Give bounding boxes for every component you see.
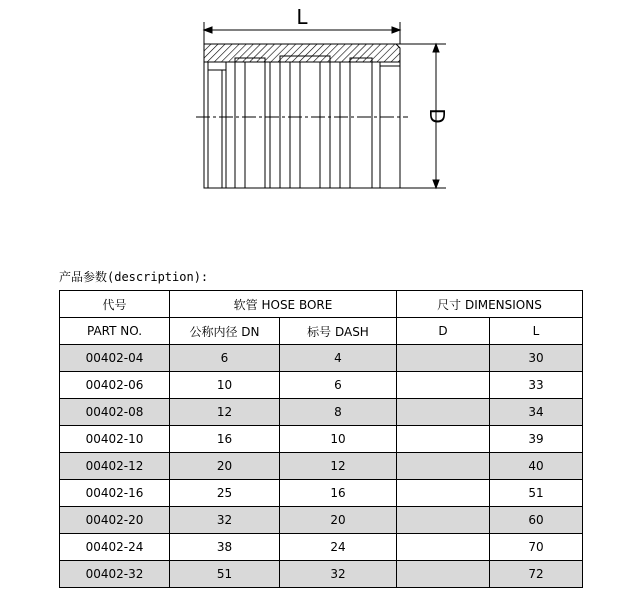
cell-part: 00402-12 [60,453,170,480]
cell-l: 72 [490,561,583,588]
product-parameters-caption: 产品参数(description): [59,270,209,284]
cell-dn: 16 [170,426,280,453]
table-row [60,399,583,426]
cell-dash: 6 [280,372,397,399]
cell-dash: 12 [280,453,397,480]
cell-dash: 8 [280,399,397,426]
cell-part: 00402-04 [60,345,170,372]
header-l: L [490,318,583,345]
cell-dash: 4 [280,345,397,372]
table-row [60,372,583,399]
cell-d [397,480,490,507]
cell-l: 39 [490,426,583,453]
cell-d [397,534,490,561]
cell-l: 51 [490,480,583,507]
table-row [60,426,583,453]
table-row [60,534,583,561]
cell-dn: 38 [170,534,280,561]
cell-part: 00402-10 [60,426,170,453]
table-subheader-row [60,318,583,345]
table-row [60,507,583,534]
cell-l: 30 [490,345,583,372]
header-dimensions: 尺寸 DIMENSIONS [397,291,583,318]
header-dash: 标号 DASH [280,318,397,345]
cell-l: 70 [490,534,583,561]
cell-dash: 20 [280,507,397,534]
cell-d [397,507,490,534]
ferrule-technical-drawing [0,0,634,215]
sleeve-body [196,44,408,188]
cell-part: 00402-32 [60,561,170,588]
cell-dash: 32 [280,561,397,588]
cell-l: 34 [490,399,583,426]
cell-d [397,399,490,426]
cell-dash: 16 [280,480,397,507]
cell-part: 00402-24 [60,534,170,561]
cell-l: 33 [490,372,583,399]
cell-d [397,453,490,480]
table-row [60,561,583,588]
cell-dn: 25 [170,480,280,507]
table-row [60,480,583,507]
cell-dn: 12 [170,399,280,426]
header-dn: 公称内径 DN [170,318,280,345]
header-hose-bore: 软管 HOSE BORE [170,291,397,318]
length-label: L [296,5,308,29]
specifications-table [59,290,583,588]
header-part-no: PART NO. [60,318,170,345]
diameter-label: D [425,108,449,124]
cell-l: 60 [490,507,583,534]
cell-dn: 51 [170,561,280,588]
cell-dn: 6 [170,345,280,372]
cell-dash: 24 [280,534,397,561]
table-row [60,453,583,480]
cell-part: 00402-16 [60,480,170,507]
cell-part: 00402-06 [60,372,170,399]
cell-l: 40 [490,453,583,480]
header-code: 代号 [60,291,170,318]
cell-d [397,345,490,372]
cell-part: 00402-08 [60,399,170,426]
cell-d [397,426,490,453]
cell-dn: 20 [170,453,280,480]
cell-d [397,372,490,399]
cell-dn: 10 [170,372,280,399]
header-d: D [397,318,490,345]
table-header-row [60,291,583,318]
cell-dn: 32 [170,507,280,534]
cell-d [397,561,490,588]
cell-dash: 10 [280,426,397,453]
cell-part: 00402-20 [60,507,170,534]
table-row [60,345,583,372]
